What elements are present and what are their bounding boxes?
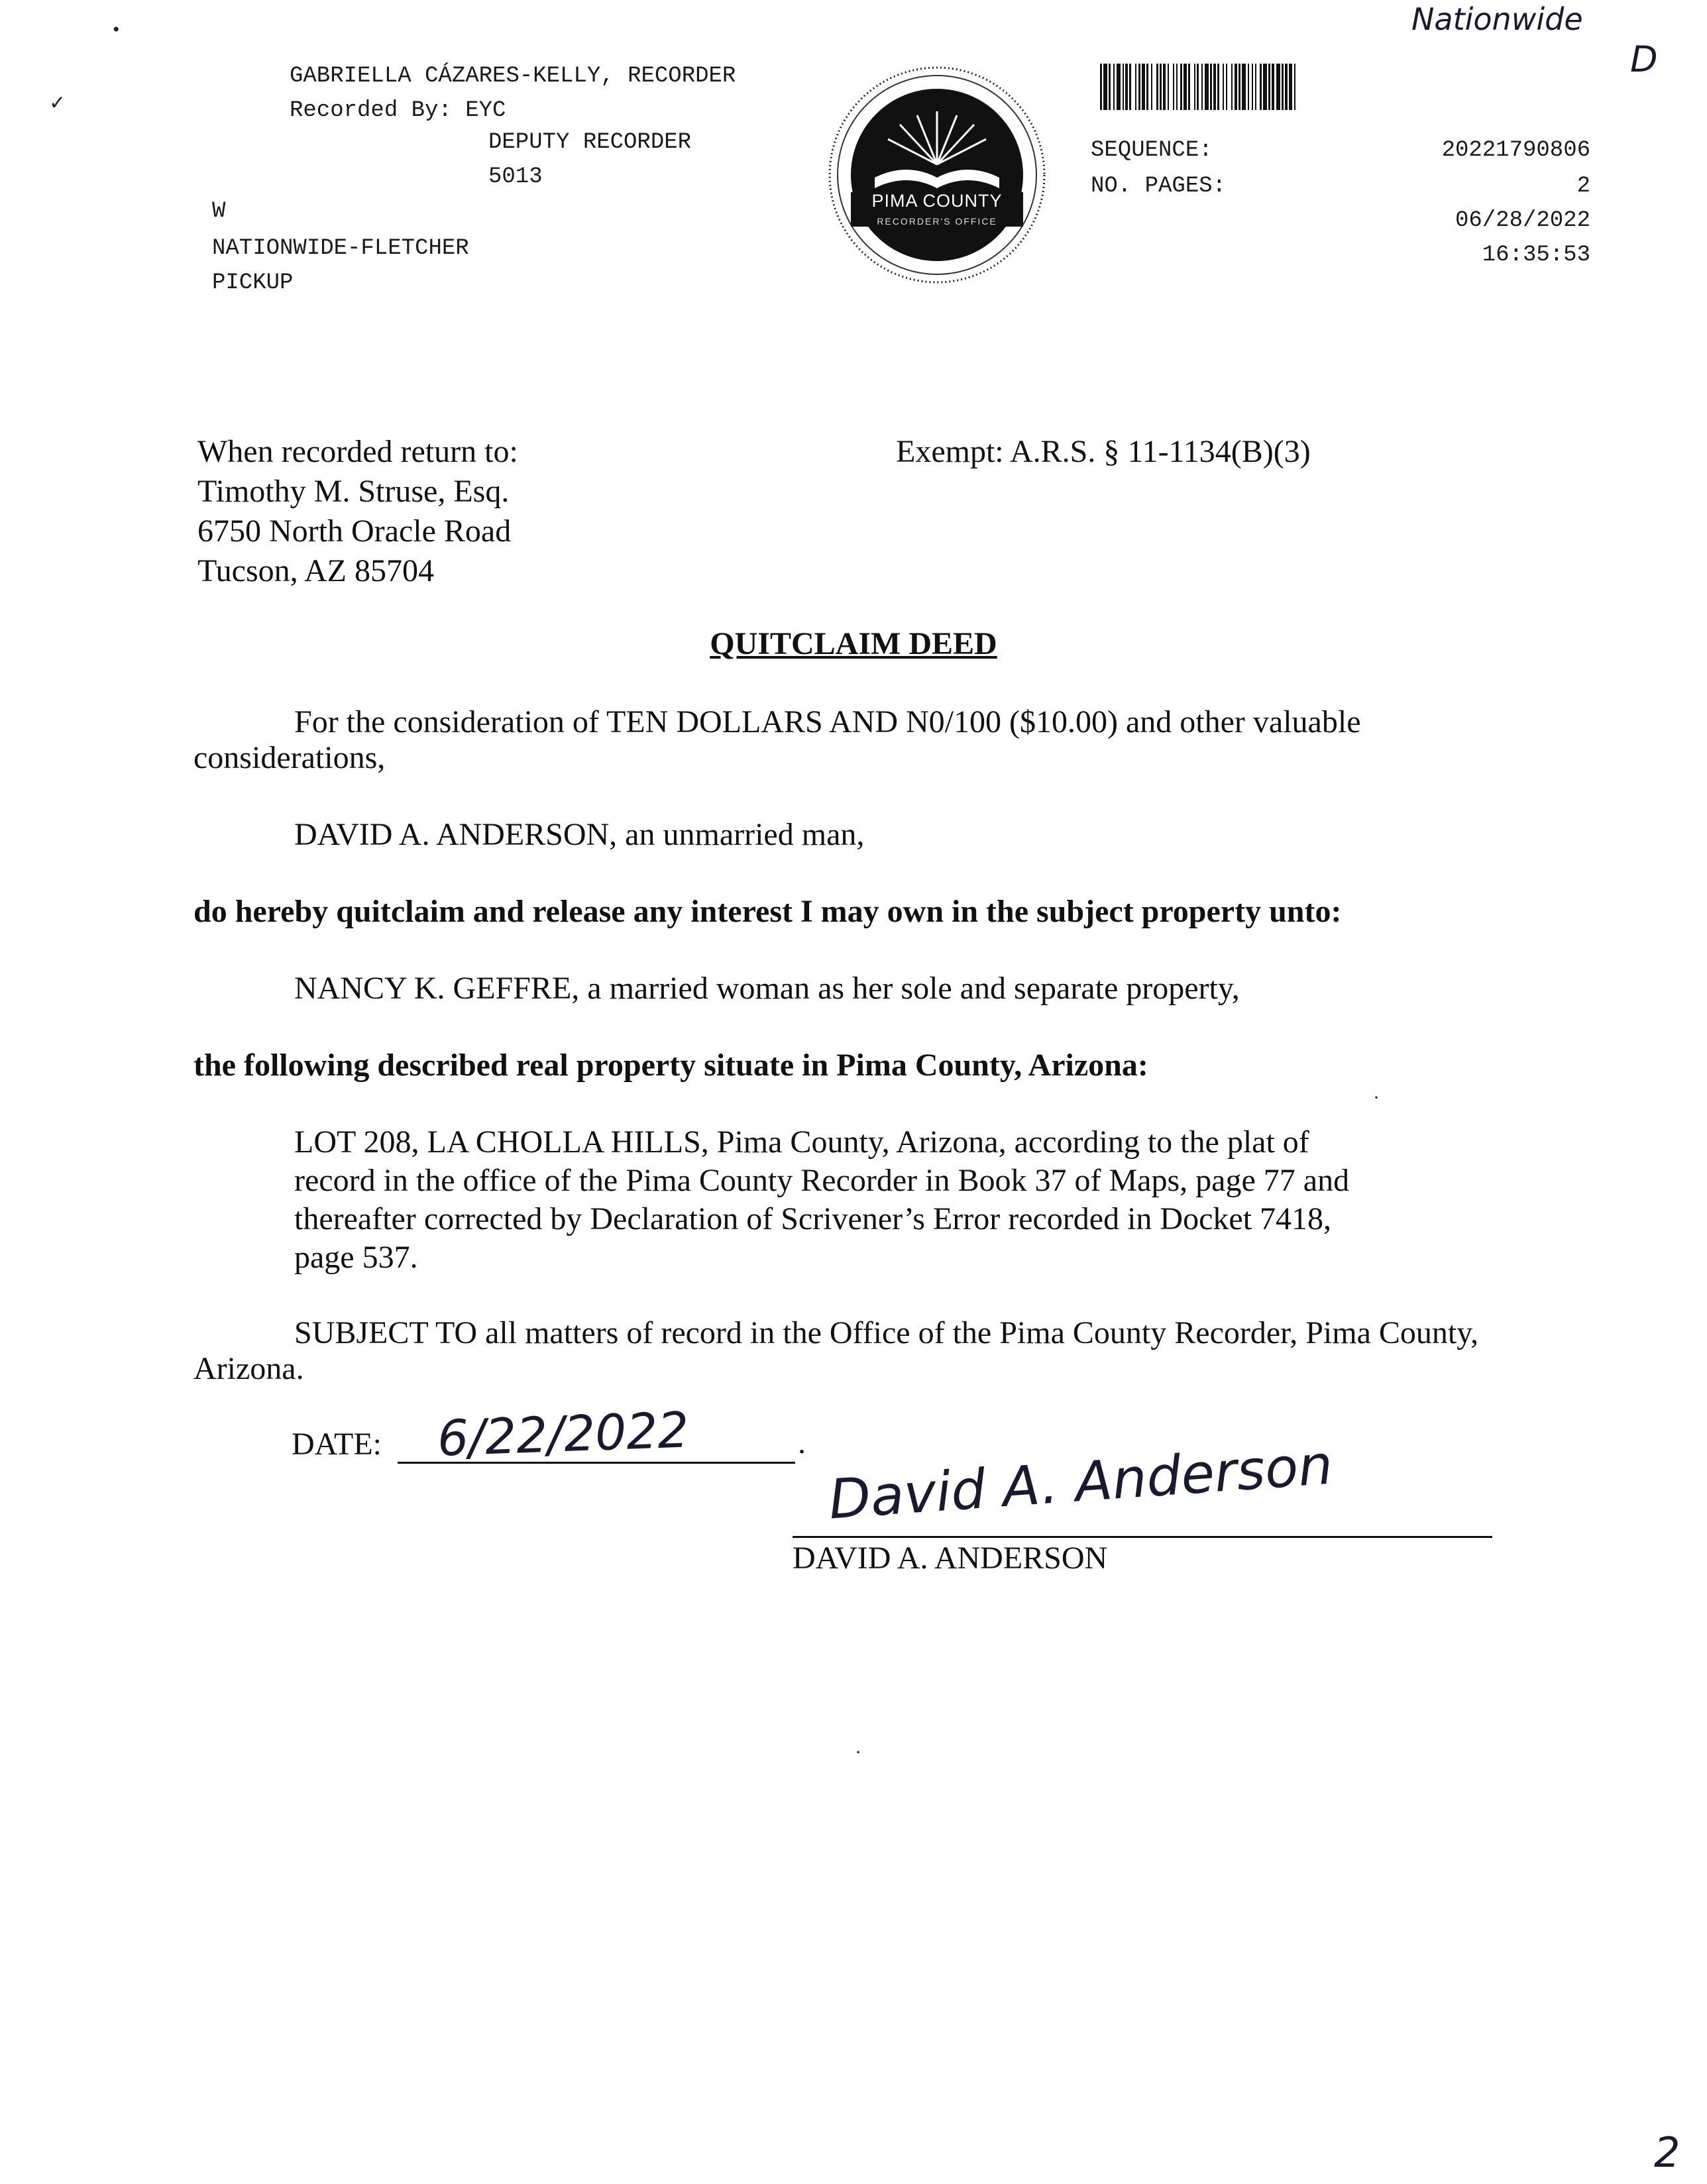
signature-line: [793, 1536, 1492, 1538]
signer-name: DAVID A. ANDERSON: [793, 1541, 1108, 1576]
recorder-line: GABRIELLA CÁZARES-KELLY, RECORDER: [290, 64, 736, 89]
grantee: NANCY K. GEFFRE, a married woman as her sole and separate property,: [294, 971, 1240, 1006]
return-to-street: 6750 North Oracle Road: [197, 514, 512, 549]
scan-mark: ✓: [49, 92, 66, 114]
legal-description-line-4: page 537.: [294, 1240, 418, 1275]
seal-top-text: PIMA COUNTY: [871, 191, 1003, 211]
deputy-number: 5013: [488, 164, 543, 190]
subject-to-line-1: SUBJECT TO all matters of record in the Office of the Pima County Recorder, Pima County,: [294, 1315, 1479, 1350]
seal-bottom-text: RECORDER'S OFFICE: [877, 216, 997, 227]
barcode: [1100, 64, 1551, 110]
recording-time: 16:35:53: [1482, 243, 1590, 268]
subject-to-line-2: Arizona.: [193, 1351, 304, 1386]
consideration-line-2: considerations,: [193, 740, 386, 775]
scan-mark: ·: [855, 1741, 861, 1763]
date-label: DATE:: [292, 1427, 382, 1462]
signature: David A. Anderson: [826, 1433, 1335, 1532]
county-seal: [827, 65, 1047, 285]
legal-description-line-3: thereafter corrected by Declaration of Scrivener’s Error recorded in Docket 7418,: [294, 1201, 1332, 1236]
quitclaim-clause: do hereby quitclaim and release any interest I may own in the subject property unto:: [193, 894, 1342, 929]
recording-date: 06/28/2022: [1455, 208, 1590, 233]
date-line-period: .: [798, 1425, 806, 1460]
document-title: QUITCLAIM DEED: [710, 626, 997, 661]
handwritten-mark: D: [1630, 38, 1658, 80]
barcode-bar: [1295, 64, 1299, 110]
deputy-recorder-line: DEPUTY RECORDER: [488, 130, 692, 155]
recording-code: W: [212, 199, 226, 224]
return-to-city: Tucson, AZ 85704: [197, 553, 434, 588]
sequence-value: 20221790806: [1441, 138, 1590, 163]
submitter-party: NATIONWIDE-FLETCHER: [212, 236, 469, 261]
legal-description-line-1: LOT 208, LA CHOLLA HILLS, Pima County, Arizona, according to the plat of: [294, 1124, 1309, 1160]
exemption-citation: Exempt: A.R.S. § 11-1134(B)(3): [896, 434, 1311, 469]
scan-mark: •: [113, 19, 120, 40]
scan-mark: ·: [1373, 1087, 1380, 1109]
pages-value: 2: [1576, 174, 1590, 199]
grantor: DAVID A. ANDERSON, an unmarried man,: [294, 817, 865, 852]
handwritten-date: 6/22/2022: [436, 1401, 690, 1468]
return-to-heading: When recorded return to:: [197, 434, 518, 469]
delivery-method: PICKUP: [212, 270, 294, 296]
return-to-name: Timothy M. Struse, Esq.: [197, 474, 510, 509]
property-clause: the following described real property situate in Pima County, Arizona:: [193, 1048, 1148, 1083]
pages-label: NO. PAGES:: [1091, 174, 1227, 199]
recorded-by-line: Recorded By: EYC: [290, 98, 506, 123]
sequence-label: SEQUENCE:: [1091, 138, 1213, 163]
handwritten-page-number: 2: [1654, 2128, 1680, 2177]
handwritten-note: Nationwide: [1411, 1, 1583, 37]
consideration-line-1: For the consideration of TEN DOLLARS AND N0/100 ($10.00) and other valuable: [294, 704, 1361, 739]
seal-graphic: [827, 65, 1047, 285]
legal-description-line-2: record in the office of the Pima County Recorder in Book 37 of Maps, page 77 and: [294, 1163, 1350, 1198]
